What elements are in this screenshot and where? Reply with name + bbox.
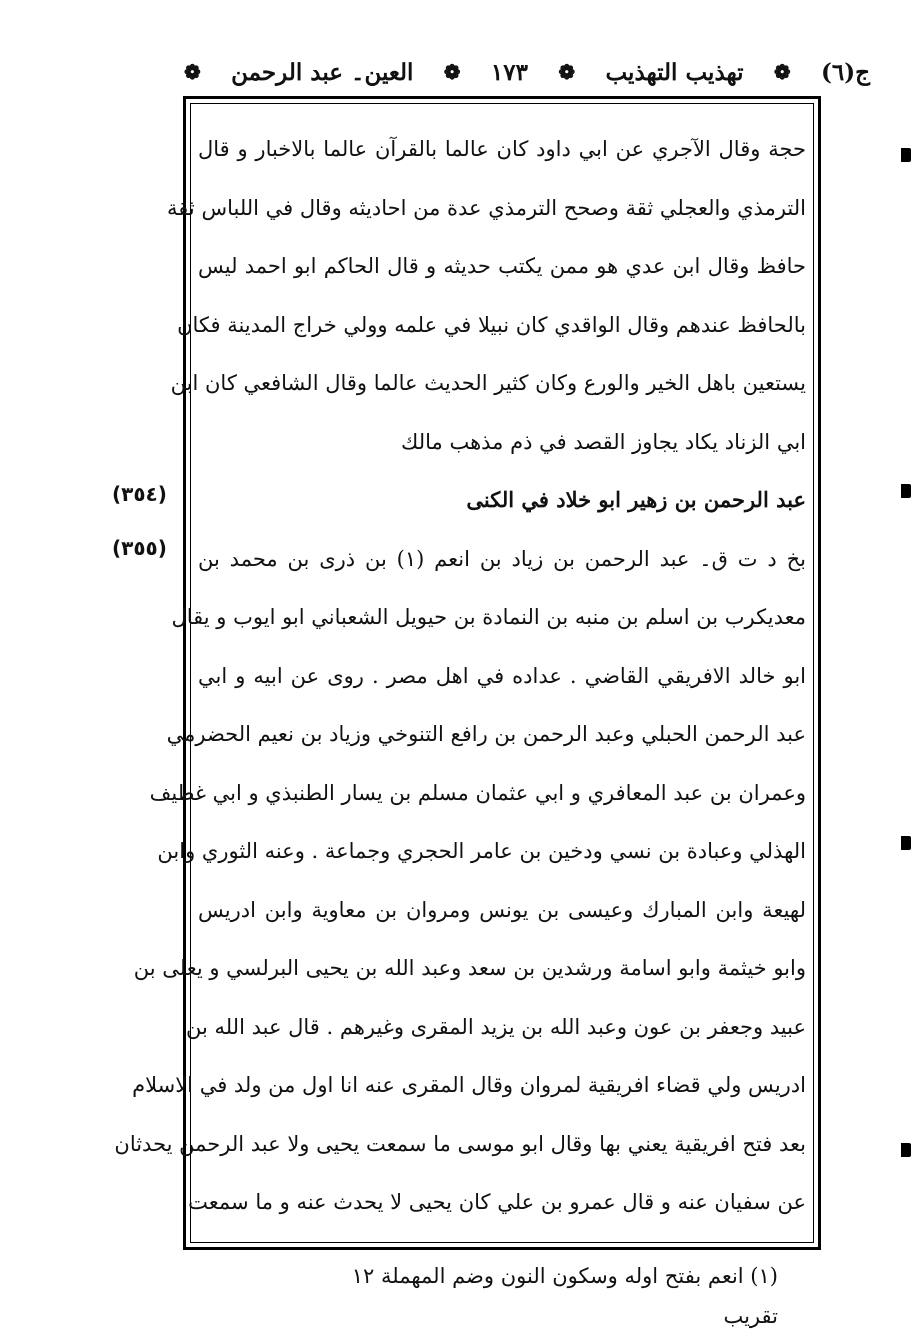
text-line: ادريس ولي قضاء افريقية لمروان وقال المقرى عنه انا اول من ولد في الاسلام (132, 1073, 806, 1097)
text-line: وابو خيثمة وابو اسامة ورشدين بن سعد وعبد الله بن يحيى البرلسي و يعلى بن (133, 956, 806, 980)
text-line: الترمذي والعجلي ثقة وصحح الترمذي عدة من احاديثه وقال في اللباس ثقة (167, 195, 806, 220)
text-line: الهذلي وعبادة بن نسي ودخين بن عامر الحجري وجماعة . وعنه الثوري وابن (157, 839, 806, 863)
footnote: (١) انعم بفتح اوله وسكون النون وضم المهملة ١٢ تقريب (351, 1264, 778, 1328)
volume-label: ج(٦) (821, 58, 870, 86)
text-line: عبد الرحمن الحبلي وعبد الرحمن بن رافع التنوخي وزياد بن نعيم الحضرمي (166, 722, 806, 746)
edge-mark (901, 1143, 911, 1157)
entry-heading: بخ د ت ق۔ عبد الرحمن بن زياد بن انعم (١) بن ذرى بن محمد بن (198, 546, 806, 571)
entry-number: (٣٥٥) (112, 536, 167, 560)
ornament-icon: ❁ (773, 60, 791, 84)
ornament-icon: ❁ (558, 60, 576, 84)
text-line: حجة وقال الآجري عن ابي داود كان عالما بالقرآن عالما بالاخبار و قال (198, 137, 806, 161)
entry-number: (٣٥٤) (112, 482, 167, 506)
text-line: عبيد وجعفر بن عون وعبد الله بن يزيد المقرى وغيرهم . قال عبد الله بن (185, 1014, 806, 1039)
ornament-icon: ❁ (443, 60, 461, 84)
text-line: وعمران بن عبد المعافري و ابي عثمان مسلم بن يسار الطنبذي و ابي غطيف (149, 780, 806, 805)
text-line: بالحافظ عندهم وقال الواقدي كان نبيلا في علمه وولي خراج المدينة فكان (177, 312, 806, 337)
section-title: العين۔ عبد الرحمن (231, 58, 414, 86)
edge-mark (901, 484, 911, 498)
text-line: عن سفيان عنه و قال عمرو بن علي كان يحيى لا يحدث عنه و ما سمعت (188, 1190, 806, 1214)
page-number: ١٧٣ (490, 58, 528, 86)
entry-heading: عبد الرحمن بن زهير ابو خلاد في الكنى (466, 487, 806, 512)
book-title: تهذيب التهذيب (605, 58, 744, 86)
text-line: ابي الزناد يكاد يجاوز القصد في ذم مذهب مالك (401, 429, 806, 454)
text-line: لهيعة وابن المبارك وعيسى بن يونس ومروان بن معاوية وابن ادريس (198, 897, 806, 922)
running-header (180, 50, 870, 94)
edge-mark (901, 148, 911, 162)
text-line: حافظ وقال ابن عدي هو ممن يكتب حديثه و قال الحاكم ابو احمد ليس (198, 254, 806, 278)
edge-mark (901, 836, 911, 850)
text-line: معديكرب بن اسلم بن منبه بن النمادة بن حيويل الشعباني ابو ايوب و يقال (171, 605, 806, 629)
text-line: يستعين باهل الخير والورع وكان كثير الحديث عالما وقال الشافعي كان ابن (170, 371, 806, 395)
text-line: بعد فتح افريقية يعني بها وقال ابو موسى ما سمعت يحيى ولا عبد الرحمن يحدثان (114, 1131, 806, 1156)
ornament-icon: ❁ (184, 60, 201, 84)
text-line: ابو خالد الافريقي القاضي . عداده في اهل مصر . روى عن ابيه و ابي (198, 663, 806, 688)
